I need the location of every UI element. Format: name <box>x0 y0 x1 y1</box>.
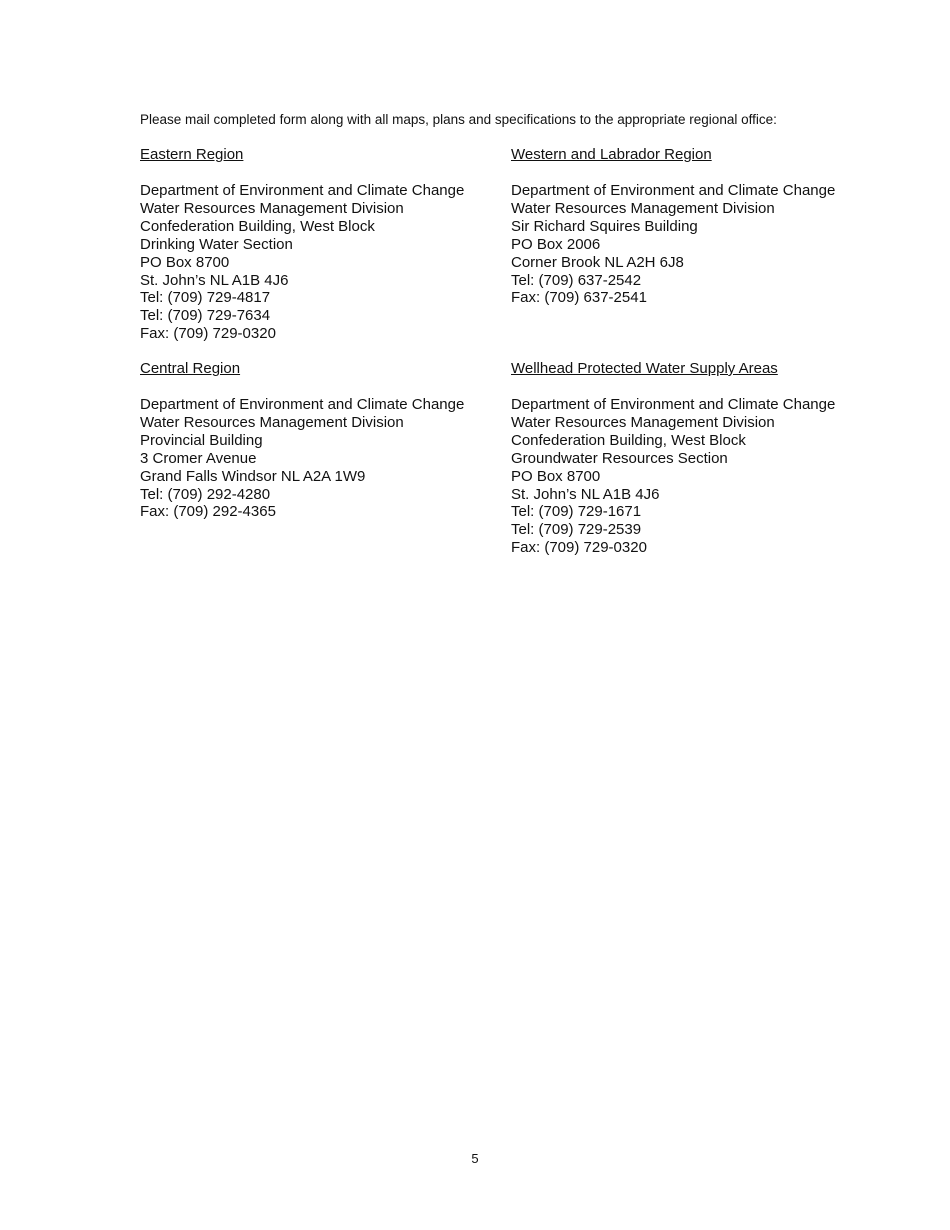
address-line: Water Resources Management Division <box>140 413 404 431</box>
office-wellhead-protected-areas <box>511 360 871 557</box>
address-line: Groundwater Resources Section <box>511 449 728 467</box>
address-line: 3 Cromer Avenue <box>140 449 257 467</box>
office-address-block <box>511 182 871 307</box>
fax-line: Fax: (709) 729-0320 <box>140 325 276 343</box>
address-line: PO Box 8700 <box>511 467 601 485</box>
address-line: Department of Environment and Climate Change <box>511 182 836 199</box>
phone-line: Tel: (709) 292-4280 <box>140 485 271 503</box>
phone-line: Tel: (709) 729-7634 <box>140 307 271 325</box>
office-heading: Eastern Region <box>140 146 244 163</box>
address-line: Grand Falls Windsor NL A2A 1W9 <box>140 467 366 485</box>
address-line: St. John’s NL A1B 4J6 <box>140 271 289 289</box>
address-line: Corner Brook NL A2H 6J8 <box>511 253 684 271</box>
phone-line: Tel: (709) 637-2542 <box>511 271 642 289</box>
office-heading: Western and Labrador Region <box>511 146 712 163</box>
address-line: Water Resources Management Division <box>140 199 404 217</box>
office-heading: Central Region <box>140 360 241 377</box>
office-western-labrador-region <box>511 146 871 307</box>
office-address-block <box>140 182 500 343</box>
phone-line: Tel: (709) 729-2539 <box>511 521 642 539</box>
fax-line: Fax: (709) 292-4365 <box>140 503 276 521</box>
address-line: Confederation Building, West Block <box>140 217 375 235</box>
fax-line: Fax: (709) 637-2541 <box>511 289 647 307</box>
address-line: Department of Environment and Climate Change <box>140 182 465 199</box>
fax-line: Fax: (709) 729-0320 <box>511 539 647 557</box>
address-line: Sir Richard Squires Building <box>511 217 698 235</box>
address-line: Confederation Building, West Block <box>511 431 746 449</box>
address-line: Drinking Water Section <box>140 235 293 253</box>
address-line: Water Resources Management Division <box>511 199 775 217</box>
address-line: PO Box 8700 <box>140 253 230 271</box>
address-line: Department of Environment and Climate Change <box>511 396 836 413</box>
address-line: Water Resources Management Division <box>511 413 775 431</box>
address-line: PO Box 2006 <box>511 235 601 253</box>
office-address-block <box>140 396 500 521</box>
intro-instruction: Please mail completed form along with all maps, plans and specifications to the appropriate regional office: <box>140 112 777 127</box>
office-central-region <box>140 360 500 521</box>
address-line: Department of Environment and Climate Change <box>140 396 465 413</box>
office-address-block <box>511 396 871 557</box>
office-eastern-region <box>140 146 500 343</box>
office-heading: Wellhead Protected Water Supply Areas <box>511 360 778 377</box>
address-line: St. John’s NL A1B 4J6 <box>511 485 660 503</box>
address-line: Provincial Building <box>140 431 263 449</box>
phone-line: Tel: (709) 729-4817 <box>140 289 271 307</box>
page-number: 5 <box>471 1151 479 1166</box>
phone-line: Tel: (709) 729-1671 <box>511 503 642 521</box>
